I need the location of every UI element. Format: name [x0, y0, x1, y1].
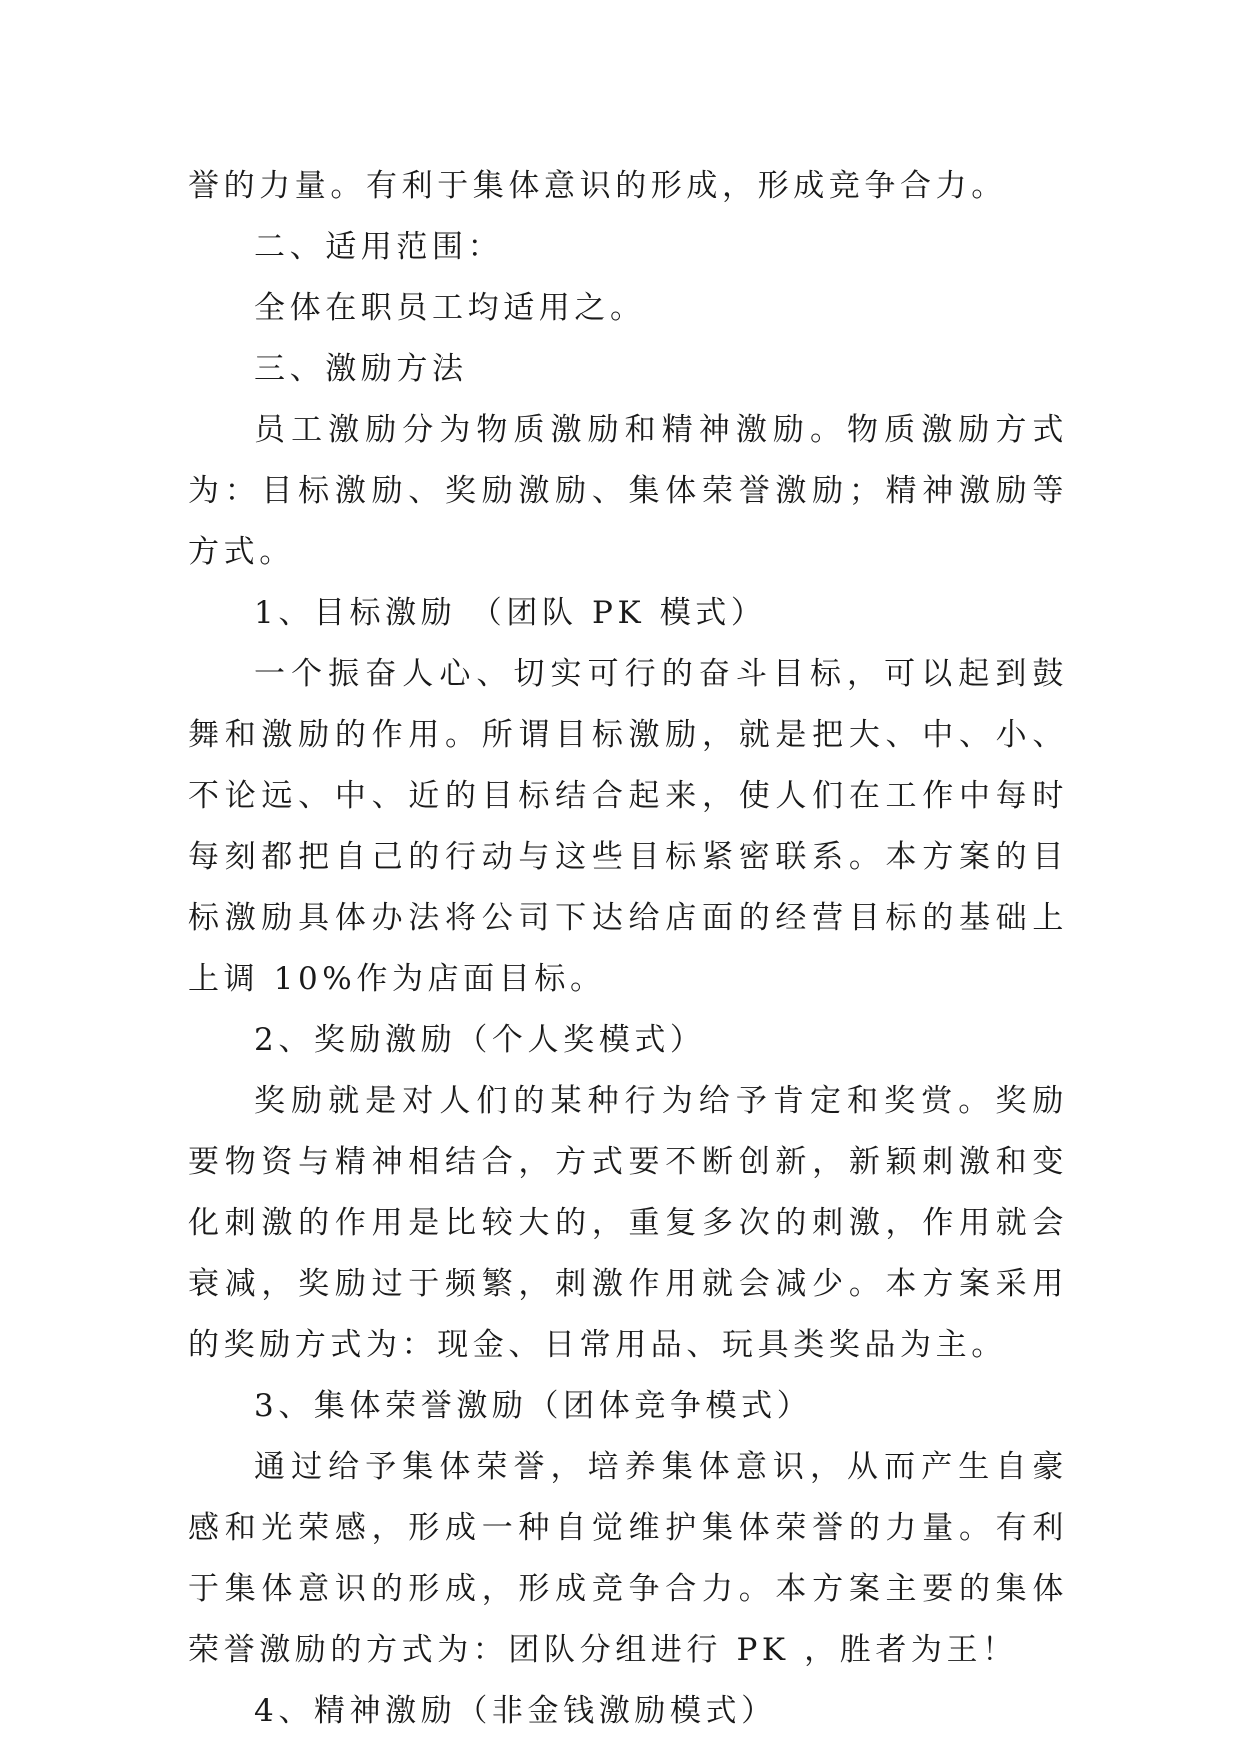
paragraph-goal-incentive: 一个振奋人心、切实可行的奋斗目标，可以起到鼓舞和激励的作用。所谓目标激励，就是把大、中、小、不论远、中、近的目标结合起来，使人们在工作中每时每刻都把自己的行动与这些目标紧密联系。本方案的目标激励具体办法将公司下达给店面的经营目标的基础上上调 10%作为店面目标。	[188, 656, 1068, 997]
subheading-collective-honor: 3、集体荣誉激励（团体竞争模式）	[254, 1388, 813, 1424]
section-heading-scope: 二、适用范围：	[254, 229, 504, 265]
subheading-spiritual-incentive: 4、精神激励（非金钱激励模式）	[254, 1693, 777, 1729]
paragraph-collective-honor: 通过给予集体荣誉，培养集体意识，从而产生自豪感和光荣感，形成一种自觉维护集体荣誉的力量。有利于集体意识的形成，形成竞争合力。本方案主要的集体荣誉激励的方式为：团队分组进行 PK ，胜者为王！	[188, 1449, 1068, 1668]
subheading-reward-incentive: 2、奖励激励（个人奖模式）	[254, 1022, 706, 1058]
subheading-goal-incentive: 1、目标激励 （团队 PK 模式）	[254, 595, 767, 631]
section-heading-methods: 三、激励方法	[254, 351, 468, 387]
paragraph-continuation: 誉的力量。有利于集体意识的形成，形成竞争合力。	[188, 168, 1007, 204]
paragraph-methods-intro: 员工激励分为物质激励和精神激励。物质激励方式为：目标激励、奖励激励、集体荣誉激励；精神激励等方式。	[188, 412, 1068, 570]
paragraph-scope: 全体在职员工均适用之。	[254, 290, 646, 326]
paragraph-reward-incentive: 奖励就是对人们的某种行为给予肯定和奖赏。奖励要物资与精神相结合，方式要不断创新，新颖刺激和变化刺激的作用是比较大的，重复多次的刺激，作用就会衰减，奖励过于频繁，刺激作用就会减少。本方案采用的奖励方式为：现金、日常用品、玩具类奖品为主。	[188, 1083, 1068, 1363]
document-body	[188, 156, 1068, 1742]
